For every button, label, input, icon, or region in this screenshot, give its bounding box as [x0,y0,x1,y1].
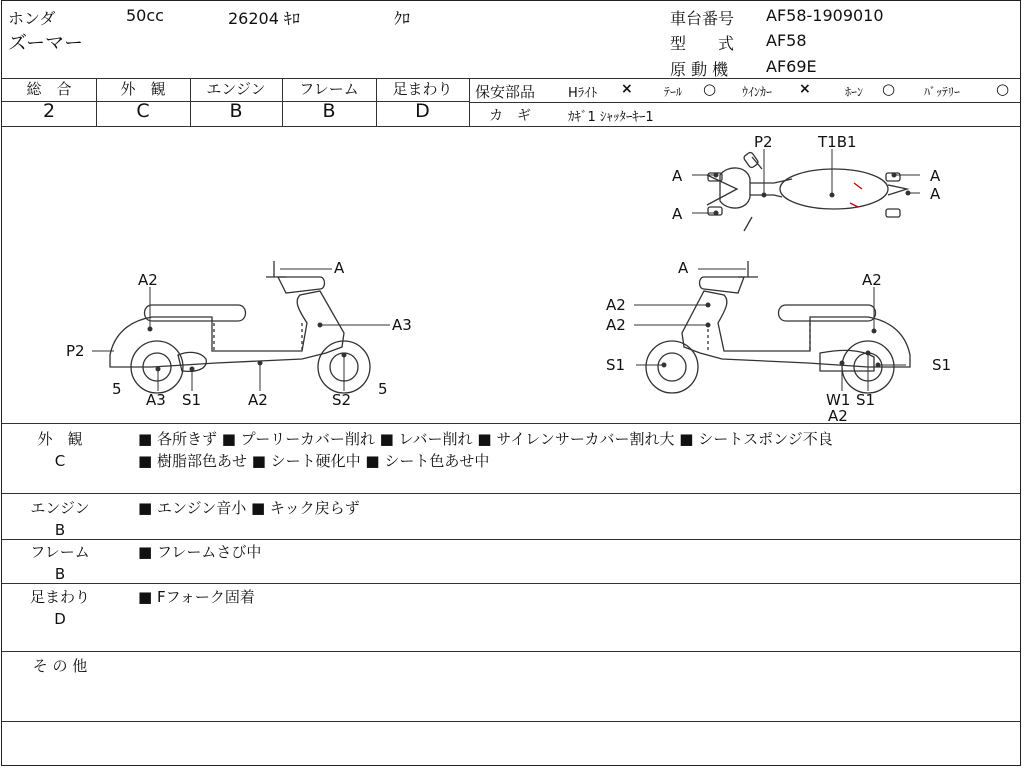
divider [2,721,1020,722]
frame-no: AF58-1909010 [766,6,884,25]
model-name: ズーマー [8,32,84,54]
winker-status-icon: × [799,81,811,97]
grade-value: B [229,100,243,122]
remark-label-other: そ の 他 [32,657,88,675]
leader-lines [92,149,920,391]
grade-exterior [96,79,190,125]
winker-label: ｳｲﾝｶｰ [742,85,773,99]
headlight-label: Hﾗｲﾄ [568,86,598,101]
grade-engine [190,79,282,125]
label-right-a2: A2 [606,316,626,334]
maker: ホンダ [8,9,56,28]
label-top-a: A [930,167,941,185]
engine-label: 原 動 機 [670,60,729,79]
mileage: 26204 ｷﾛ [228,9,300,28]
headlight-status-icon: × [621,81,633,97]
taillight-label: ﾃｰﾙ [664,85,683,99]
label-left-5: 5 [112,380,122,398]
label-right-w1: W1 [826,391,851,409]
key-label: カ ギ [489,108,531,124]
label-left-a2: A2 [138,271,158,289]
label-left-a3: A3 [392,316,412,334]
remark-line: ■ 各所きず ■ プーリーカバー削れ ■ レバー削れ ■ サイレンサーカバー割れ大 ■ シートスポンジ不良 [138,430,833,448]
divider [2,651,1020,652]
safety-label: 保安部品 [475,83,536,101]
remark-line: ■ 樹脂部色あせ ■ シート硬化中 ■ シート色あせ中 [138,452,490,470]
divider [2,423,1020,424]
remark-line: ■ Fフォーク固着 [138,588,255,606]
displacement: 50cc [126,6,164,25]
frame-no-label: 車台番号 [670,9,735,28]
label-right-a2: A2 [862,271,882,289]
label-left-p2: P2 [66,342,85,360]
label-left-a2: A2 [248,391,268,409]
grade-label: 外 観 [120,80,166,98]
taillight-status-icon: ○ [703,80,717,98]
remark-label-suspension: 足まわり D [29,588,90,628]
scooter-top-view [707,151,907,231]
grade-label: フレーム [299,80,359,98]
battery-label: ﾊﾞｯﾃﾘｰ [924,85,961,99]
label-top-a: A [672,167,683,185]
remark-line: ■ エンジン音小 ■ キック戻らず [138,499,360,517]
type-label: 型 式 [670,34,735,53]
label-top-a: A [930,185,941,203]
damage-diagram [2,127,1020,423]
grade-value: D [415,100,430,122]
engine-value: AF69E [766,57,817,76]
label-top-t1b1: T1B1 [818,133,857,151]
label-top-p2: P2 [754,133,773,151]
remark-label-engine: エンジン B [30,499,90,539]
damage-labels [66,133,951,423]
label-left-s2: S2 [332,391,352,409]
grade-value: B [322,100,336,122]
remark-lines-frame [138,541,261,563]
label-left-a: A [334,259,345,277]
grade-label: エンジン [206,80,266,98]
label-right-a2: A2 [606,296,626,314]
remark-lines-exterior [138,428,833,472]
label-left-s1: S1 [182,391,202,409]
label-right-s1: S1 [606,356,626,374]
color: ｸﾛ [394,9,411,28]
remark-line: ■ フレームさび中 [138,543,262,561]
label-right-a2: A2 [828,407,848,423]
divider [2,583,1020,584]
label-right-s1: S1 [856,391,876,409]
key-value: ｶｷﾞ1 ｼｬｯﾀｰｷｰ1 [568,110,654,125]
label-right-a: A [678,259,689,277]
label-top-a: A [672,205,683,223]
horn-label: ﾎｰﾝ [845,85,864,99]
divider [2,493,1020,494]
label-left-a3: A3 [146,391,166,409]
type-value: AF58 [766,31,807,50]
grade-label: 足まわり [392,80,453,98]
horn-status-icon: ○ [882,80,896,98]
grade-suspension [376,79,469,125]
remark-label-frame: フレーム B [30,543,90,583]
grade-frame [282,79,376,125]
remark-lines-engine [138,497,360,519]
battery-status-icon: ○ [996,80,1010,98]
inspection-sheet [1,0,1021,766]
grade-value: 2 [42,100,56,122]
label-right-s1: S1 [932,356,952,374]
grade-overall [2,79,96,125]
remark-lines-suspension [138,586,255,608]
divider [470,102,1020,103]
label-left-5: 5 [378,380,388,398]
divider [469,78,470,126]
grade-value: C [136,100,150,122]
remark-label-exterior: 外 観 C [37,430,83,470]
grade-label: 総 合 [26,80,72,98]
divider [2,539,1020,540]
